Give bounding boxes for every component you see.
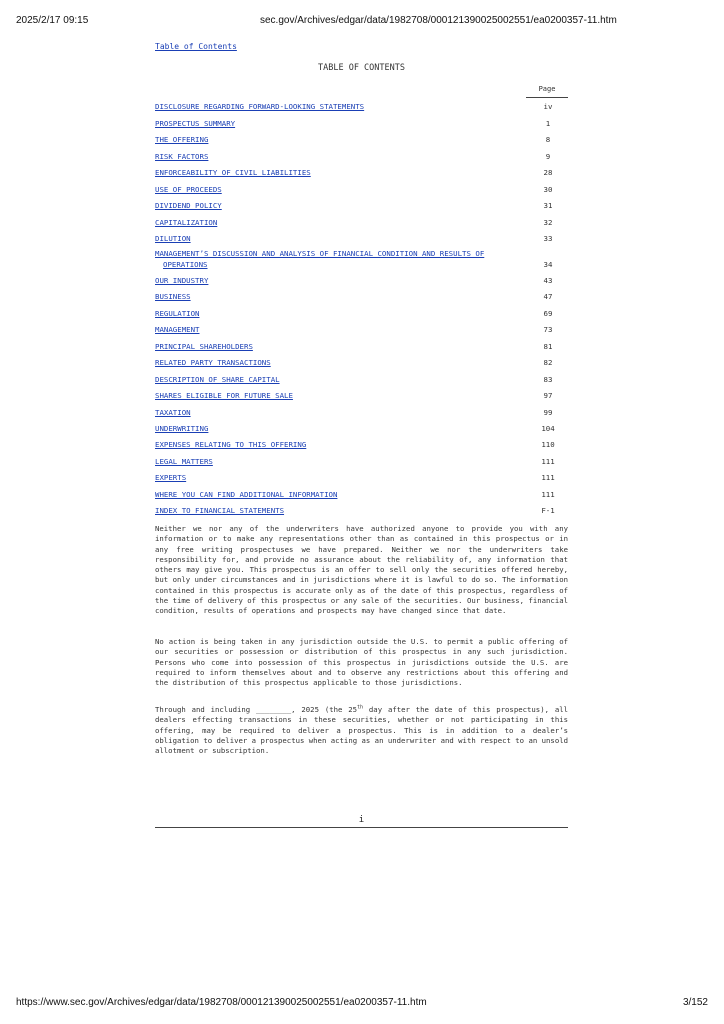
- toc-row: [155, 473, 568, 487]
- toc-page-number: 104: [541, 424, 555, 433]
- toc-entry-link[interactable]: DESCRIPTION OF SHARE CAPITAL: [155, 375, 280, 384]
- toc-entry-link[interactable]: ENFORCEABILITY OF CIVIL LIABILITIES: [155, 168, 311, 177]
- toc-entry-link[interactable]: PROSPECTUS SUMMARY: [155, 119, 236, 128]
- toc-entry-link[interactable]: BUSINESS: [155, 292, 191, 301]
- toc-row: [155, 342, 568, 356]
- print-footer: [16, 997, 708, 1011]
- toc-entry-link[interactable]: DIVIDEND POLICY: [155, 201, 222, 210]
- toc-entry-link[interactable]: OUR INDUSTRY: [155, 276, 209, 285]
- toc-row: [155, 168, 568, 182]
- toc-row: [155, 102, 568, 116]
- toc-row: [155, 440, 568, 454]
- toc-row: [155, 506, 568, 520]
- toc-row: [155, 391, 568, 405]
- toc-page-number: 82: [543, 358, 553, 367]
- toc-row: [155, 218, 568, 232]
- toc-entry-link[interactable]: SHARES ELIGIBLE FOR FUTURE SALE: [155, 391, 293, 400]
- toc-row: [155, 152, 568, 166]
- toc-entry-label-line1: MANAGEMENT’S DISCUSSION AND ANALYSIS OF FINANCIAL CONDITION AND RESULTS OF: [155, 249, 485, 258]
- toc-heading: TABLE OF CONTENTS: [318, 63, 405, 73]
- toc-page-number: 33: [543, 234, 553, 243]
- jurisdiction-paragraph: No action is being taken in any jurisdiction outside the U.S. to permit a public offering of our securities or possession or distribution of this prospectus in any such jurisdiction. Persons who come into possession of this prospectus in jurisdictions outside the U.S. are required to inform themselves about and to observe any restrictions about this offering and the distribution of this prospectus applicable to those jurisdictions.: [155, 637, 568, 688]
- dealer-delivery-paragraph: [155, 705, 568, 756]
- toc-page-number: F-1: [541, 506, 555, 515]
- toc-page-number: 111: [541, 473, 555, 482]
- toc-entry-link[interactable]: DISCLOSURE REGARDING FORWARD-LOOKING STATEMENTS: [155, 102, 365, 111]
- toc-row: [155, 201, 568, 215]
- toc-page-number: iv: [543, 102, 553, 111]
- table-of-contents-link[interactable]: Table of Contents: [155, 42, 237, 51]
- toc-entry-link[interactable]: EXPENSES RELATING TO THIS OFFERING: [155, 440, 307, 449]
- toc-row: [155, 424, 568, 438]
- toc-row: [155, 135, 568, 149]
- disclaimer-paragraph: Neither we nor any of the underwriters have authorized anyone to provide you with any information or to make any representations other than as contained in this prospectus or in any free writing prospectuses we have prepared. Neither we nor the underwriters take responsibility for, and provide no assurance about the reliability of, any information that others may give you. This prospectus is an offer to sell only the securities offered hereby, but only under circumstances and in jurisdictions where it is lawful to do so. The information contained in this prospectus is accurate only as of the date of this prospectus, regardless of the time of delivery of this prospectus or any sale of the securities. Our business, financial condition, results of operations and prospects may have changed since that date.: [155, 524, 568, 616]
- toc-page-number: 34: [543, 260, 553, 269]
- toc-entry-link[interactable]: PRINCIPAL SHAREHOLDERS: [155, 342, 253, 351]
- bottom-rule: [155, 827, 568, 828]
- toc-entry-link[interactable]: INDEX TO FINANCIAL STATEMENTS: [155, 506, 285, 515]
- toc-page-number: 28: [543, 168, 553, 177]
- toc-page-number: 31: [543, 201, 553, 210]
- dealer-paragraph-text-end: day after the date of this prospectus), all dealers effecting transactions in these securities, whether or not participating in this offering, may be required to deliver a prospectus. This is in addition to a dealer’s obligation to deliver a prospectus when acting as an underwriter and with respect to an unsold allotment or subscription.: [155, 705, 569, 756]
- toc-row: [155, 276, 568, 290]
- toc-row: [155, 185, 568, 199]
- toc-page-number: 9: [545, 152, 551, 161]
- toc-row: [155, 457, 568, 471]
- print-page-title: sec.gov/Archives/edgar/data/1982708/000121390025002551/ea0200357-11.htm: [260, 15, 617, 26]
- toc-entry-link[interactable]: REGULATION: [155, 309, 200, 318]
- toc-page-number: 69: [543, 309, 553, 318]
- toc-page-number: 43: [543, 276, 553, 285]
- toc-entry-link[interactable]: UNDERWRITING: [155, 424, 209, 433]
- toc-entry-link[interactable]: MANAGEMENT: [155, 325, 200, 334]
- toc-row: [155, 358, 568, 372]
- toc-entry-link[interactable]: USE OF PROCEEDS: [155, 185, 222, 194]
- toc-page-number: 1: [545, 119, 551, 128]
- print-footer-url: https://www.sec.gov/Archives/edgar/data/1982708/000121390025002551/ea0200357-11.htm: [16, 997, 427, 1008]
- toc-row: [155, 119, 568, 133]
- toc-entry-link[interactable]: TAXATION: [155, 408, 191, 417]
- toc-entry-link[interactable]: DILUTION: [155, 234, 191, 243]
- toc-page-number: 47: [543, 292, 553, 301]
- page-number: i: [358, 815, 365, 825]
- toc-page-number: 32: [543, 218, 553, 227]
- toc-entry-link[interactable]: EXPERTS: [155, 473, 187, 482]
- toc-page-number: 111: [541, 457, 555, 466]
- toc-page-number: 73: [543, 325, 553, 334]
- toc-entry-link[interactable]: THE OFFERING: [155, 135, 209, 144]
- toc-page-number: 99: [543, 408, 553, 417]
- toc-page-number: 111: [541, 490, 555, 499]
- toc-entry-label-line2: OPERATIONS: [163, 259, 208, 269]
- toc-entry-link[interactable]: [155, 249, 525, 270]
- toc-entry-link[interactable]: WHERE YOU CAN FIND ADDITIONAL INFORMATION: [155, 490, 338, 499]
- toc-row: [155, 249, 568, 273]
- toc-page-number: 8: [545, 135, 551, 144]
- toc-row: [155, 325, 568, 339]
- toc-page-number: 83: [543, 375, 553, 384]
- toc-row: [155, 408, 568, 422]
- page-column-rule: [526, 97, 568, 98]
- ordinal-superscript: th: [357, 704, 364, 711]
- toc-row: [155, 234, 568, 248]
- toc-row: [155, 309, 568, 323]
- toc-entry-link[interactable]: RISK FACTORS: [155, 152, 209, 161]
- toc-row: [155, 292, 568, 306]
- toc-entry-link[interactable]: RELATED PARTY TRANSACTIONS: [155, 358, 271, 367]
- print-header: [16, 15, 708, 29]
- toc-page-number: 81: [543, 342, 553, 351]
- toc-page-number: 30: [543, 185, 553, 194]
- toc-page-number: 110: [541, 440, 555, 449]
- print-datetime: 2025/2/17 09:15: [16, 15, 89, 26]
- toc-entry-link[interactable]: CAPITALIZATION: [155, 218, 218, 227]
- dealer-paragraph-text-start: Through and including ________, 2025 (the 25: [155, 705, 358, 714]
- page-column-header: Page: [538, 85, 556, 93]
- toc-row: [155, 375, 568, 389]
- toc-entry-link[interactable]: LEGAL MATTERS: [155, 457, 213, 466]
- toc-row: [155, 490, 568, 504]
- toc-page-number: 97: [543, 391, 553, 400]
- print-page-count: 3/152: [682, 997, 708, 1008]
